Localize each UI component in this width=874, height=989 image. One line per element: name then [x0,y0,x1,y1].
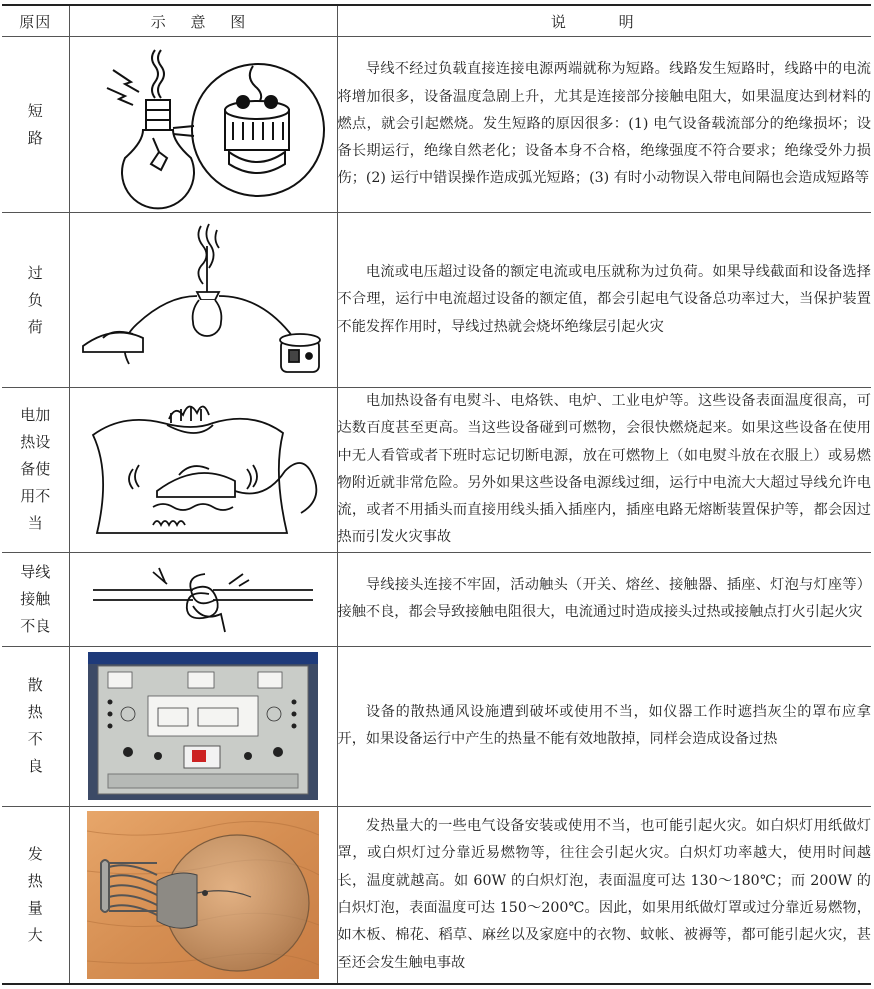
electrical-fire-causes-table [2,4,871,985]
cause-line: 负 [27,290,43,309]
table-row [2,646,871,806]
iron-on-clothes-illustration [69,388,337,553]
cause-line: 电加 [20,406,51,425]
cause-line: 路 [27,128,43,147]
bulb-on-wood-photo [69,806,337,984]
description-cell: 设备的散热通风设施遭到破坏或使用不当，如仪器工作时遮挡灰尘的罩布应拿开，如果设备运行中产生的热量不能有效地散掉，同样会造成设备过热 [337,646,871,806]
cause-line: 当 [27,514,43,533]
table-row [2,388,871,553]
cause-cell [2,388,69,553]
short-circuit-bulb-icon [73,40,333,210]
table-row [2,552,871,646]
cause-line: 导线 [20,562,51,581]
short-circuit-illustration [69,37,337,213]
cause-line: 热 [27,872,43,891]
cause-cell [2,37,69,213]
overload-illustration [69,213,337,388]
wire-joint-illustration [69,552,337,646]
cause-line: 不 [27,730,43,749]
cause-line: 热设 [20,433,51,452]
cause-line: 用不 [20,487,51,506]
header-row [2,5,871,37]
cause-line: 接触 [20,589,51,608]
cause-line: 短 [27,101,43,120]
table-row [2,213,871,388]
header-image: 示 意 图 [69,5,337,37]
incandescent-bulb-icon [87,811,319,979]
cause-line: 良 [27,757,43,776]
table-row [2,806,871,984]
cause-line: 量 [27,899,43,918]
description-cell: 电流或电压超过设备的额定电流或电压就称为过负荷。如果导线截面和设备选择不合理，运行中电流超过设备的额定值，都会引起电气设备总功率过大，当保护装置不能发挥作用时，导线过热就会烧坏绝缘层引起火灾 [337,213,871,388]
cause-cell [2,806,69,984]
cause-cell [2,552,69,646]
description-cell: 导线接头连接不牢固，活动触头（开关、熔丝、接触器、插座、灯泡与灯座等）接触不良，都会导致接触电阻很大，电流通过时造成接头过热或接触点打火引起火灾 [337,552,871,646]
cause-cell [2,213,69,388]
cause-line: 发 [27,845,43,864]
cause-line: 过 [27,263,43,282]
instrument-panel-photo [69,646,337,806]
cause-line: 热 [27,703,43,722]
twisted-wire-joint-icon [73,556,333,642]
header-cause: 原因 [2,5,69,37]
iron-on-shirt-icon [73,395,333,545]
overload-appliances-icon [73,216,333,384]
cause-line: 大 [27,926,43,945]
description-cell: 发热量大的一些电气设备安装或使用不当，也可能引起火灾。如白炽灯用纸做灯罩，或白炽灯过分靠近易燃物等，往往会引起火灾。白炽灯功率越大，使用时间越长，温度就越高。如 60W 的白炽灯泡，表面温度可达 130～180℃；而 200W 的白炽灯泡，表面温度可达 150～200℃。因此，如果用纸做灯罩或过分靠近易燃物，如木板、棉花、稻草、麻丝以及家庭中的衣物、蚊帐、被褥等，都可能引起火灾，甚至还会发生触电事故 [337,806,871,984]
cause-line: 不良 [20,616,51,635]
cause-cell [2,646,69,806]
cause-line: 备使 [20,460,51,479]
description-cell: 电加热设备有电熨斗、电烙铁、电炉、工业电炉等。这些设备表面温度很高，可达数百度甚至更高。当这些设备碰到可燃物，会很快燃烧起来。如果这些设备在使用中无人看管或者下班时忘记切断电源，放在可燃物上（如电熨斗放在衣服上）或易燃物附近就非常危险。另外如果这些设备电源线过细，运行中电流大大超过导线允许电流，或者不用插头而直接用线头插入插座内，插座电路无熔断装置保护等，都会因过热而引发火灾事故 [337,388,871,553]
header-description: 说 明 [337,5,871,37]
table-row [2,37,871,213]
description-cell: 导线不经过负载直接连接电源两端就称为短路。线路发生短路时，线路中的电流将增加很多，设备温度急剧上升，尤其是连接部分接触电阻大，如果温度达到材料的燃点，就会引起燃烧。发生短路的原因很多：(1) 电气设备载流部分的绝缘损坏；设备长期运行，绝缘自然老化；设备本身不合格，绝缘强度不符合要求；绝缘受外力损伤；(2) 运行中错误操作造成弧光短路；(3) 有时小动物误入带电间隔也会造成短路等 [337,37,871,213]
cause-line: 散 [27,676,43,695]
lab-instrument-panel-icon [88,652,318,800]
cause-line: 荷 [27,317,43,336]
